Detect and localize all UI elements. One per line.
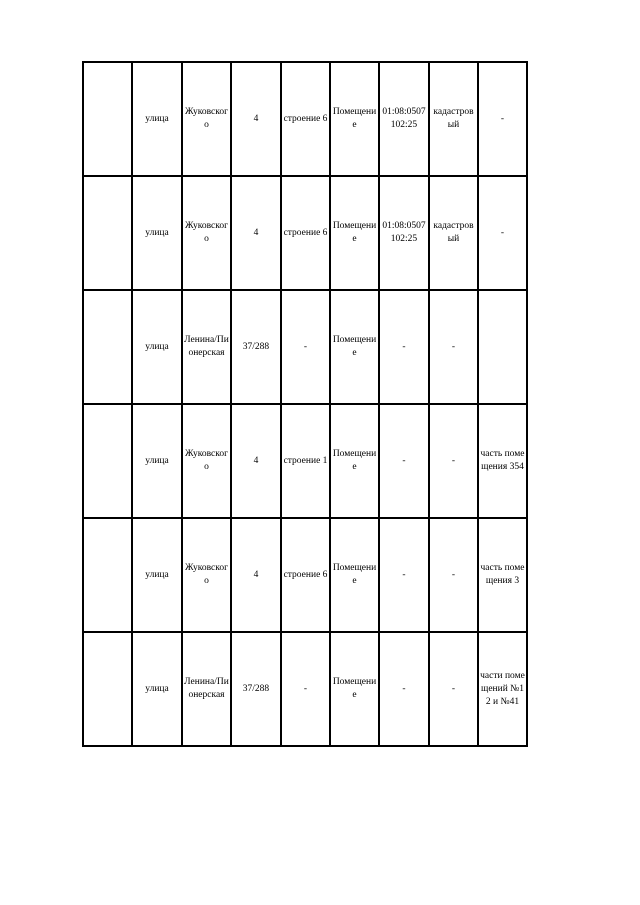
house-cell: 37/288 bbox=[231, 632, 281, 746]
building-cell: строение 6 bbox=[281, 176, 330, 290]
object-type-cell: Помещение bbox=[330, 518, 379, 632]
cadastral-number-cell: - bbox=[379, 518, 429, 632]
row-number-cell bbox=[83, 518, 132, 632]
table-row bbox=[83, 632, 527, 746]
row-number-cell bbox=[83, 404, 132, 518]
house-cell: 4 bbox=[231, 518, 281, 632]
table-row bbox=[83, 62, 527, 176]
object-type-cell: Помещение bbox=[330, 404, 379, 518]
row-number-cell bbox=[83, 290, 132, 404]
house-cell: 4 bbox=[231, 62, 281, 176]
object-type-cell: Помещение bbox=[330, 62, 379, 176]
street-type-cell: улица bbox=[132, 62, 182, 176]
house-cell: 4 bbox=[231, 404, 281, 518]
cadastral-number-cell: 01:08:0507102:25 bbox=[379, 62, 429, 176]
building-cell: строение 1 bbox=[281, 404, 330, 518]
street-type-cell: улица bbox=[132, 404, 182, 518]
number-type-cell: - bbox=[429, 518, 478, 632]
room-note-cell: - bbox=[478, 176, 527, 290]
street-type-cell: улица bbox=[132, 518, 182, 632]
building-cell: строение 6 bbox=[281, 518, 330, 632]
cadastral-number-cell: 01:08:0507102:25 bbox=[379, 176, 429, 290]
cadastral-number-cell: - bbox=[379, 290, 429, 404]
number-type-cell: кадастровый bbox=[429, 62, 478, 176]
row-number-cell bbox=[83, 632, 132, 746]
street-name-cell: Жуковского bbox=[182, 62, 231, 176]
house-cell: 37/288 bbox=[231, 290, 281, 404]
row-number-cell bbox=[83, 62, 132, 176]
table-row bbox=[83, 404, 527, 518]
street-name-cell: Жуковского bbox=[182, 518, 231, 632]
number-type-cell: - bbox=[429, 404, 478, 518]
property-registry-table bbox=[82, 61, 528, 747]
building-cell: - bbox=[281, 290, 330, 404]
street-name-cell: Жуковского bbox=[182, 176, 231, 290]
room-note-cell: части помещений №12 и №41 bbox=[478, 632, 527, 746]
row-number-cell bbox=[83, 176, 132, 290]
building-cell: строение 6 bbox=[281, 62, 330, 176]
street-type-cell: улица bbox=[132, 632, 182, 746]
street-type-cell: улица bbox=[132, 176, 182, 290]
cadastral-number-cell: - bbox=[379, 404, 429, 518]
room-note-cell: часть помещения 3 bbox=[478, 518, 527, 632]
street-name-cell: Жуковского bbox=[182, 404, 231, 518]
room-note-cell bbox=[478, 290, 527, 404]
room-note-cell: - bbox=[478, 62, 527, 176]
number-type-cell: - bbox=[429, 290, 478, 404]
table-row bbox=[83, 290, 527, 404]
street-type-cell: улица bbox=[132, 290, 182, 404]
street-name-cell: Ленина/Пионерская bbox=[182, 290, 231, 404]
object-type-cell: Помещение bbox=[330, 632, 379, 746]
building-cell: - bbox=[281, 632, 330, 746]
house-cell: 4 bbox=[231, 176, 281, 290]
table-row bbox=[83, 176, 527, 290]
cadastral-number-cell: - bbox=[379, 632, 429, 746]
street-name-cell: Ленина/Пионерская bbox=[182, 632, 231, 746]
room-note-cell: часть помещения 354 bbox=[478, 404, 527, 518]
object-type-cell: Помещение bbox=[330, 290, 379, 404]
object-type-cell: Помещение bbox=[330, 176, 379, 290]
number-type-cell: - bbox=[429, 632, 478, 746]
table-row bbox=[83, 518, 527, 632]
number-type-cell: кадастровый bbox=[429, 176, 478, 290]
